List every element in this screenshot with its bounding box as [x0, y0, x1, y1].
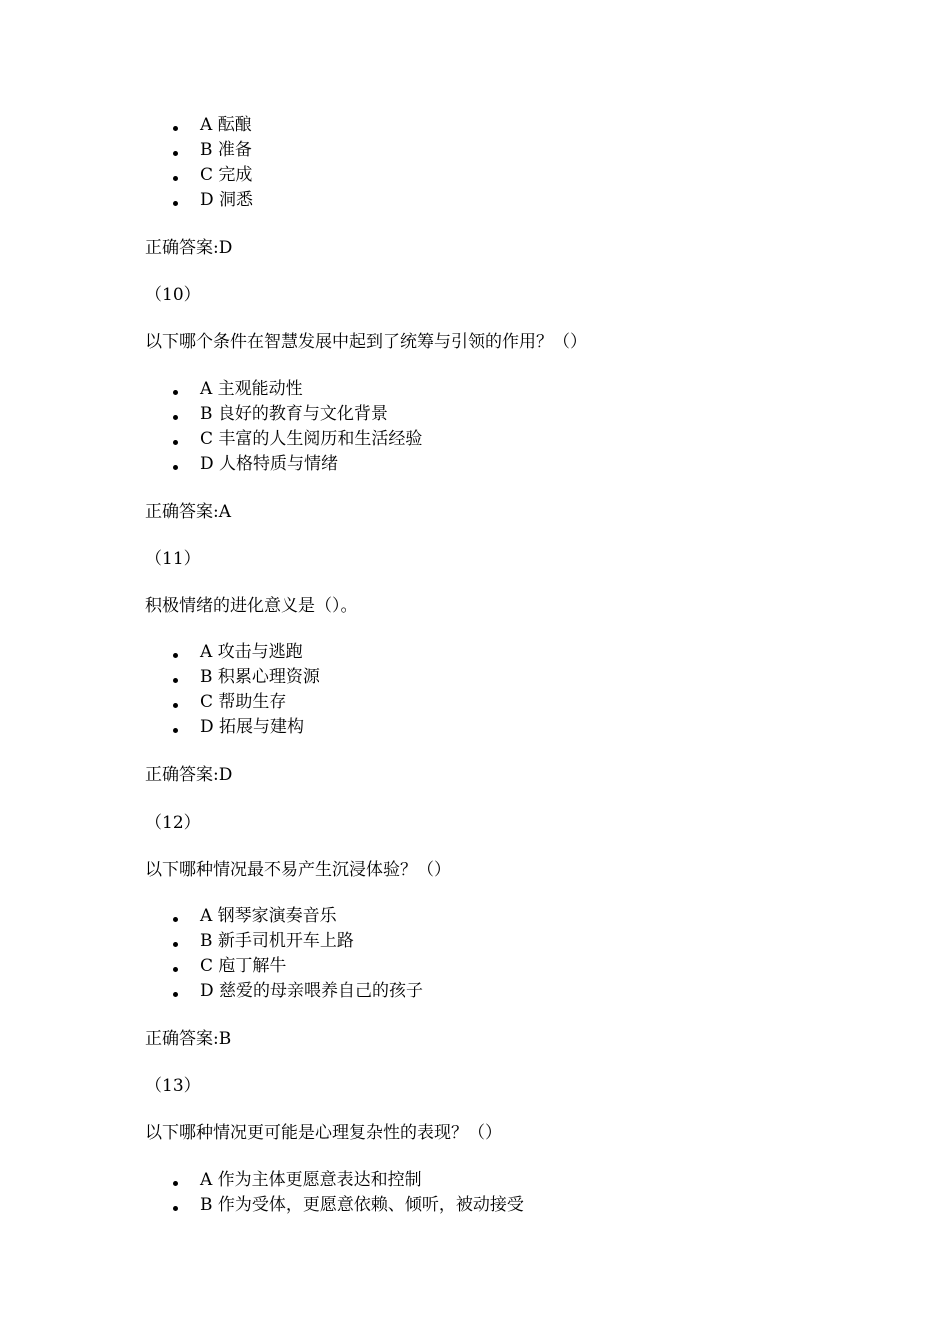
q9-option-b: B 准备 — [0, 138, 253, 163]
q13-option-b: B 作为受体，更愿意依赖、倾听，被动接受 — [0, 1193, 524, 1218]
q11-answer: 正确答案:D — [145, 765, 233, 785]
bullet-icon — [173, 917, 178, 922]
q10-question: 以下哪个条件在智慧发展中起到了统筹与引领的作用？（） — [145, 332, 587, 352]
q12-option-b: B 新手司机开车上路 — [0, 929, 423, 954]
q11-option-c: C 帮助生存 — [0, 690, 320, 715]
q13-options — [0, 1168, 524, 1218]
q10-option-c: C 丰富的人生阅历和生活经验 — [0, 427, 422, 452]
q9-option-c: C 完成 — [0, 163, 253, 188]
bullet-icon — [173, 201, 178, 206]
q9-options — [0, 113, 253, 213]
q10-option-a: A 主观能动性 — [0, 377, 422, 402]
q12-option-d: D 慈爱的母亲喂养自己的孩子 — [0, 979, 423, 1004]
bullet-icon — [173, 126, 178, 131]
q11-option-a: A 攻击与逃跑 — [0, 640, 320, 665]
q9-option-d: D 洞悉 — [0, 188, 253, 213]
bullet-icon — [173, 653, 178, 658]
q12-option-a: A 钢琴家演奏音乐 — [0, 904, 423, 929]
q10-answer: 正确答案:A — [145, 502, 232, 522]
bullet-icon — [173, 728, 178, 733]
bullet-icon — [173, 678, 178, 683]
q12-number: （12） — [145, 813, 201, 833]
bullet-icon — [173, 992, 178, 997]
bullet-icon — [173, 415, 178, 420]
q11-options — [0, 640, 320, 740]
q12-question: 以下哪种情况最不易产生沉浸体验？（） — [145, 860, 451, 880]
q11-number: （11） — [145, 549, 201, 569]
bullet-icon — [173, 176, 178, 181]
q9-answer: 正确答案:D — [145, 238, 233, 258]
bullet-icon — [173, 440, 178, 445]
q11-option-d: D 拓展与建构 — [0, 715, 320, 740]
bullet-icon — [173, 390, 178, 395]
q11-question: 积极情绪的进化意义是（）。 — [145, 596, 358, 616]
q12-answer: 正确答案:B — [145, 1029, 232, 1049]
q13-option-a: A 作为主体更愿意表达和控制 — [0, 1168, 524, 1193]
bullet-icon — [173, 465, 178, 470]
q13-number: （13） — [145, 1076, 201, 1096]
q10-number: （10） — [145, 285, 201, 305]
q12-options — [0, 904, 423, 1004]
q10-option-d: D 人格特质与情绪 — [0, 452, 422, 477]
bullet-icon — [173, 151, 178, 156]
q10-options — [0, 377, 422, 477]
q11-option-b: B 积累心理资源 — [0, 665, 320, 690]
bullet-icon — [173, 703, 178, 708]
bullet-icon — [173, 967, 178, 972]
bullet-icon — [173, 1206, 178, 1211]
q12-option-c: C 庖丁解牛 — [0, 954, 423, 979]
bullet-icon — [173, 942, 178, 947]
q13-question: 以下哪种情况更可能是心理复杂性的表现？（） — [145, 1123, 502, 1143]
q9-option-a: A 酝酿 — [0, 113, 253, 138]
bullet-icon — [173, 1181, 178, 1186]
q10-option-b: B 良好的教育与文化背景 — [0, 402, 422, 427]
